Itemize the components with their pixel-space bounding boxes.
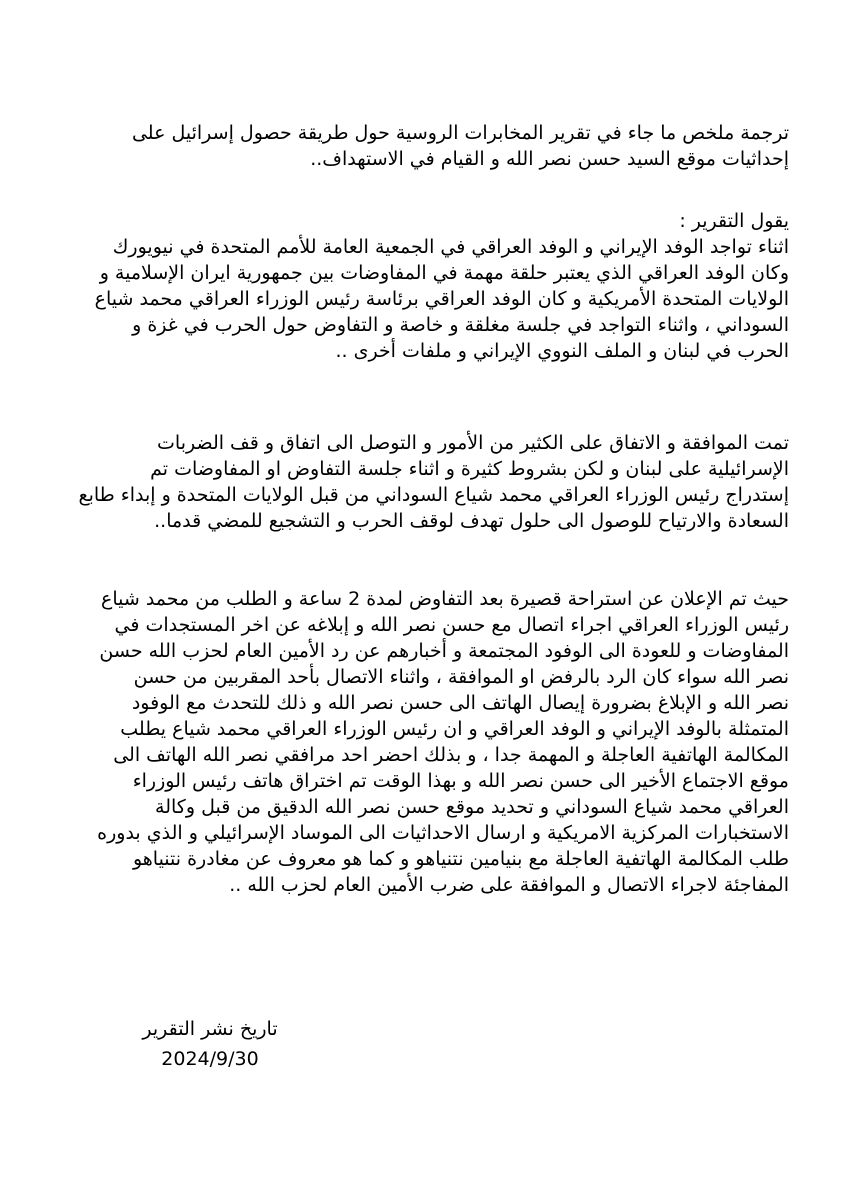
text-line: العراقي محمد شياع السوداني و تحديد موقع حسن نصر الله الدقيق من قبل وكالة [155,796,789,818]
report-paragraph-3 [59,586,789,898]
text-line: وكان الوفد العراقي الذي يعتبر حلقة مهمة في المفاوضات بين جمهورية ايران الإسلامية و [99,262,789,284]
text-line: المتمثلة بالوفد الإيراني و الوفد العراقي و ان رئيس الوزراء العراقي محمد شياع يطلب [120,718,789,740]
report-paragraph-2 [59,430,789,534]
text-line: الحرب في لبنان و الملف النووي الإيراني و ملفات أخرى .. [335,340,789,362]
text-line: نصر الله و الإبلاغ بضرورة إيصال الهاتف الى حسن نصر الله و ذلك للتحدث مع الوفود [131,692,789,714]
text-line: يقول التقرير : [679,210,789,232]
text-line: المكالمة الهاتفية العاجلة و المهمة جدا ، و بذلك احضر احد مرافقي نصر الله الهاتف الى [113,744,789,766]
text-line: إحداثيات موقع السيد حسن نصر الله و القيام في الاستهداف.. [310,148,789,170]
text-line: الولايات المتحدة الأمريكية و كان الوفد العراقي برئاسة رئيس الوزراء العراقي محمد شياع [94,288,789,310]
text-line: تمت الموافقة و الاتفاق على الكثير من الأمور و التوصل الى اتفاق و قف الضربات [157,432,789,454]
text-line: المفاوضات و للعودة الى الوفود المجتمعة و أخبارهم عن رد الأمين العام لحزب الله حسن [99,640,789,662]
text-line: رئيس الوزراء العراقي اجراء اتصال مع حسن نصر الله و إبلاغه عن اخر المستجدات في [114,614,789,636]
text-line: إستدراج رئيس الوزراء العراقي محمد شياع السوداني من قبل الولايات المتحدة و إبداء طابع [78,484,789,506]
text-line: السوداني ، واثناء التواجد في جلسة مغلقة و خاصة و التفاوض حول الحرب في غزة و [132,314,789,336]
text-line: موقع الاجتماع الأخير الى حسن نصر الله و بهذا الوقت تم اختراق هاتف رئيس الوزراء [132,770,789,792]
text-line: الاستخبارات المركزية الامريكية و ارسال الاحداثيات الى الموساد الإسرائيلي و الذي بدوره [97,822,789,844]
text-line: نصر الله سواء كان الرد بالرفض او الموافقة ، واثناء الاتصال بأحد المقربين من حسن [133,666,789,688]
text-line: اثناء تواجد الوفد الإيراني و الوفد العراقي في الجمعية العامة للأمم المتحدة في نيويورك [112,236,789,258]
publication-date-label: تاريخ نشر التقرير [142,1018,278,1040]
intro-heading [59,120,789,172]
text-line: حيث تم الإعلان عن استراحة قصيرة بعد التفاوض لمدة 2 ساعة و الطلب من محمد شياع [101,588,789,610]
report-paragraph-1 [59,208,789,364]
text-line: المفاجئة لاجراء الاتصال و الموافقة على ضرب الأمين العام لحزب الله .. [229,874,789,896]
text-line: الإسرائيلية على لبنان و لكن بشروط كثيرة و اثناء جلسة التفاوض او المفاوضات تم [150,458,789,480]
publication-date-value: 2024/9/30 [161,1048,259,1070]
text-line: السعادة والارتياح للوصول الى حلول تهدف لوقف الحرب و التشجيع للمضي قدما.. [154,510,789,532]
text-line: ترجمة ملخص ما جاء في تقرير المخابرات الروسية حول طريقة حصول إسرائيل على [131,122,789,144]
publication-date-block [120,1014,300,1074]
text-line: طلب المكالمة الهاتفية العاجلة مع بنيامين نتنياهو و كما هو معروف عن مغادرة نتنياهو [132,848,789,870]
